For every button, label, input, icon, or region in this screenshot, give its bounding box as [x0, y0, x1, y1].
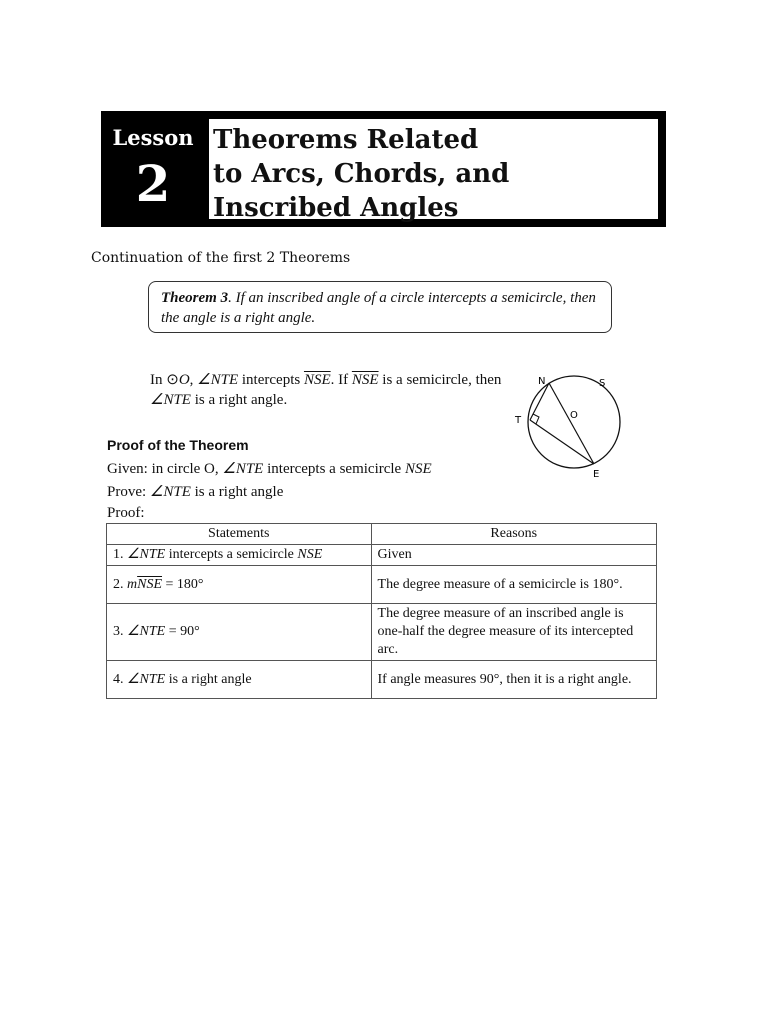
statement-text: = 90° [165, 624, 200, 639]
arc-nse: $\overline{NSE}$ [351, 372, 379, 388]
prove-text: is a right angle [190, 484, 284, 500]
angle-nte: ∠NTE [197, 372, 239, 388]
lesson-word: Lesson [112, 125, 194, 150]
statement-text: . If [330, 372, 352, 388]
statement-text: In ⊙ [150, 372, 179, 388]
statement-text: is a right angle. [190, 392, 288, 408]
intro-text: Continuation of the first 2 Theorems [91, 250, 351, 266]
lesson-title-line-1: Theorems Related [213, 125, 479, 155]
table-header-row [107, 524, 657, 545]
reason-cell: The degree measure of an inscribed angle is one-half the degree measure of its intercepted arc. [371, 604, 656, 661]
theorem-label: Theorem 3 [161, 290, 229, 306]
row-number: 2. [113, 576, 127, 592]
prove-line [107, 482, 283, 501]
row-number: 1. [113, 547, 127, 562]
theorem-body: . If an inscribed angle of a circle intercepts a semicircle, then the angle is a right angle. [161, 290, 596, 326]
chord-te [530, 420, 594, 464]
table-row [107, 661, 657, 699]
row-number: 3. [113, 624, 127, 639]
statement-cell [107, 604, 372, 661]
point-label-n: N [538, 376, 546, 387]
proof-label: Proof: [107, 505, 145, 521]
lesson-number: 2 [135, 154, 171, 213]
theorem-text [161, 288, 603, 328]
given-text: intercepts a semicircle [263, 461, 405, 477]
lesson-badge [103, 113, 203, 225]
lesson-title-box [207, 117, 660, 221]
table-row [107, 566, 657, 604]
arc-nse: $\overline{NSE}$ [137, 576, 163, 592]
given-line [107, 459, 432, 478]
proof-heading: Proof of the Theorem [107, 437, 249, 453]
given-text: Given: in circle O, [107, 461, 223, 477]
diameter-ne [549, 383, 594, 464]
theorem-box [148, 281, 612, 333]
angle-nte: ∠NTE [149, 484, 191, 500]
lesson-title-line-3: Inscribed Angles [213, 193, 459, 223]
column-header-reasons: Reasons [371, 524, 656, 545]
statement-text: , [189, 372, 198, 388]
statement-text: is a semicircle, then [378, 372, 502, 388]
statement-text: = 180° [162, 576, 204, 592]
point-label-o: O [570, 410, 578, 421]
math-expr: m [127, 576, 138, 592]
reason-cell: Given [371, 545, 656, 566]
math-expr: ∠NTE [127, 624, 166, 639]
angle-nte: ∠NTE [150, 392, 191, 408]
statement-text: intercepts [238, 372, 304, 388]
arc-nse: $\overline{NSE}$ [303, 372, 331, 388]
arc-nse: NSE [404, 461, 432, 477]
prove-text: Prove: [107, 484, 150, 500]
column-header-statements: Statements [107, 524, 372, 545]
circle-o [528, 376, 620, 468]
table-row [107, 545, 657, 566]
circle-name: O [178, 372, 190, 388]
math-expr: NSE [297, 547, 323, 562]
statement-text: is a right angle [165, 671, 252, 687]
reason-cell: The degree measure of a semicircle is 180°. [371, 566, 656, 604]
point-label-t: T [515, 415, 522, 426]
lesson-title [213, 123, 654, 225]
math-expr: ∠NTE [127, 547, 166, 562]
reason-cell: If angle measures 90°, then it is a right angle. [371, 661, 656, 699]
angle-nte: ∠NTE [222, 461, 264, 477]
point-label-s: S [599, 378, 606, 389]
theorem-statement [150, 370, 510, 410]
lesson-title-line-2: to Arcs, Chords, and [213, 159, 510, 189]
table-row [107, 604, 657, 661]
circle-diagram [505, 368, 635, 483]
math-expr: ∠NTE [127, 671, 166, 687]
statement-cell [107, 566, 372, 604]
statement-cell [107, 661, 372, 699]
row-number: 4. [113, 671, 127, 687]
statement-cell [107, 545, 372, 566]
proof-table [106, 523, 657, 699]
statement-text: intercepts a semicircle [165, 547, 298, 562]
lesson-header [101, 111, 666, 227]
point-label-e: E [593, 469, 600, 480]
